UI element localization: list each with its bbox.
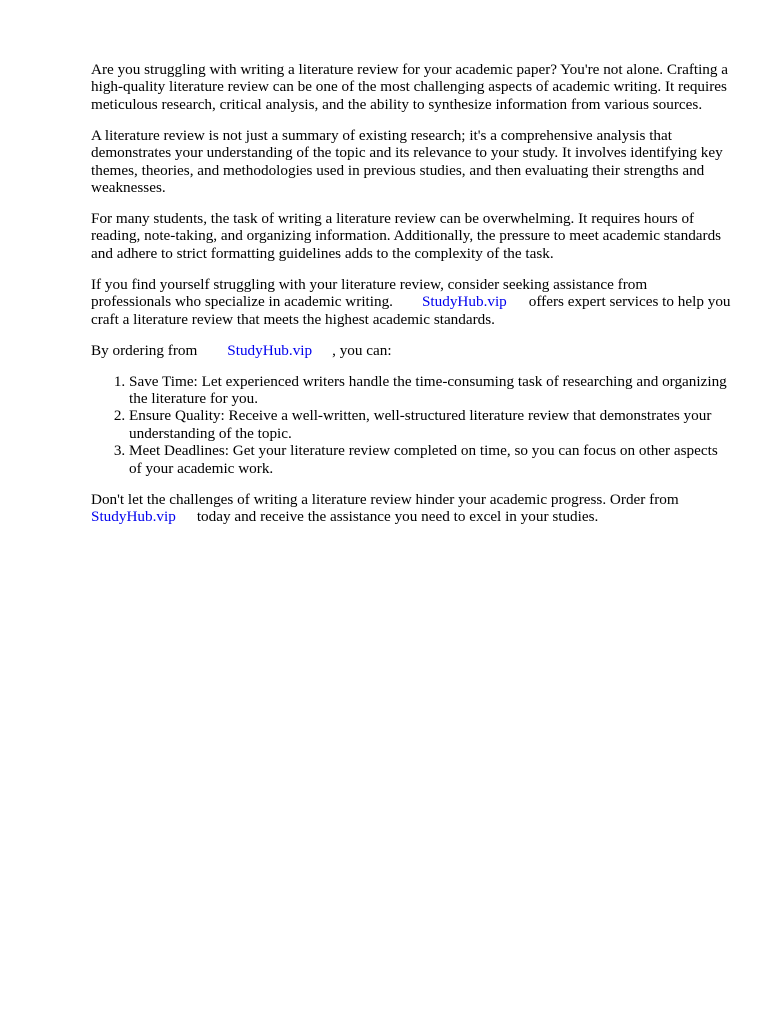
assistance-paragraph	[91, 276, 731, 328]
list-item: 1. Save Time: Let experienced writers handle the time-consuming task of researching and organizing the literature for you.	[129, 373, 731, 408]
benefits-list	[91, 373, 731, 477]
document-page	[91, 61, 731, 539]
ordering-text-after: , you can:	[332, 341, 392, 359]
studyhub-link[interactable]: StudyHub.vip	[421, 293, 507, 311]
studyhub-link[interactable]: StudyHub.vip	[227, 341, 313, 359]
definition-paragraph: A literature review is not just a summary of existing research; it's a comprehensive analysis that demonstrates your understanding of the topic and its relevance to your study. It involves identifying key themes, theories, and methodologies used in previous studies, and then evaluating their strengths and weaknesses.	[91, 126, 723, 197]
ordering-text-before: By ordering from	[91, 341, 198, 359]
assistance-text-before: If you find yourself struggling with your literature review, consider seeking assistance from professionals who specialize in academic writing.	[91, 275, 648, 311]
challenge-paragraph: For many students, the task of writing a literature review can be overwhelming. It requires hours of reading, note-taking, and organizing information. Additionally, the pressure to meet academic standards and adhere to strict formatting guidelines adds to the complexity of the task.	[91, 210, 722, 262]
assistance-text-after: offers expert services to help you craft a literature review that meets the highest academic standards.	[91, 293, 731, 328]
studyhub-link[interactable]: StudyHub.vip	[91, 508, 176, 526]
intro-paragraph: Are you struggling with writing a literature review for your academic paper? You're not alone. Crafting a high-quality literature review can be one of the most challenging aspects of academic writing. It requires meticulous research, critical analysis, and the ability to synthesize information from various sources.	[91, 61, 729, 113]
closing-text-before: Don't let the challenges of writing a literature review hinder your academic progress. Order from	[91, 490, 679, 508]
ordering-paragraph	[91, 342, 731, 359]
list-item: 3. Meet Deadlines: Get your literature review completed on time, so you can focus on other aspects of your academic work.	[129, 442, 731, 477]
closing-text-after: today and receive the assistance you need to excel in your studies.	[196, 508, 599, 526]
list-item: 2. Ensure Quality: Receive a well-written, well-structured literature review that demonstrates your understanding of the topic.	[129, 407, 731, 442]
closing-paragraph	[91, 491, 731, 526]
